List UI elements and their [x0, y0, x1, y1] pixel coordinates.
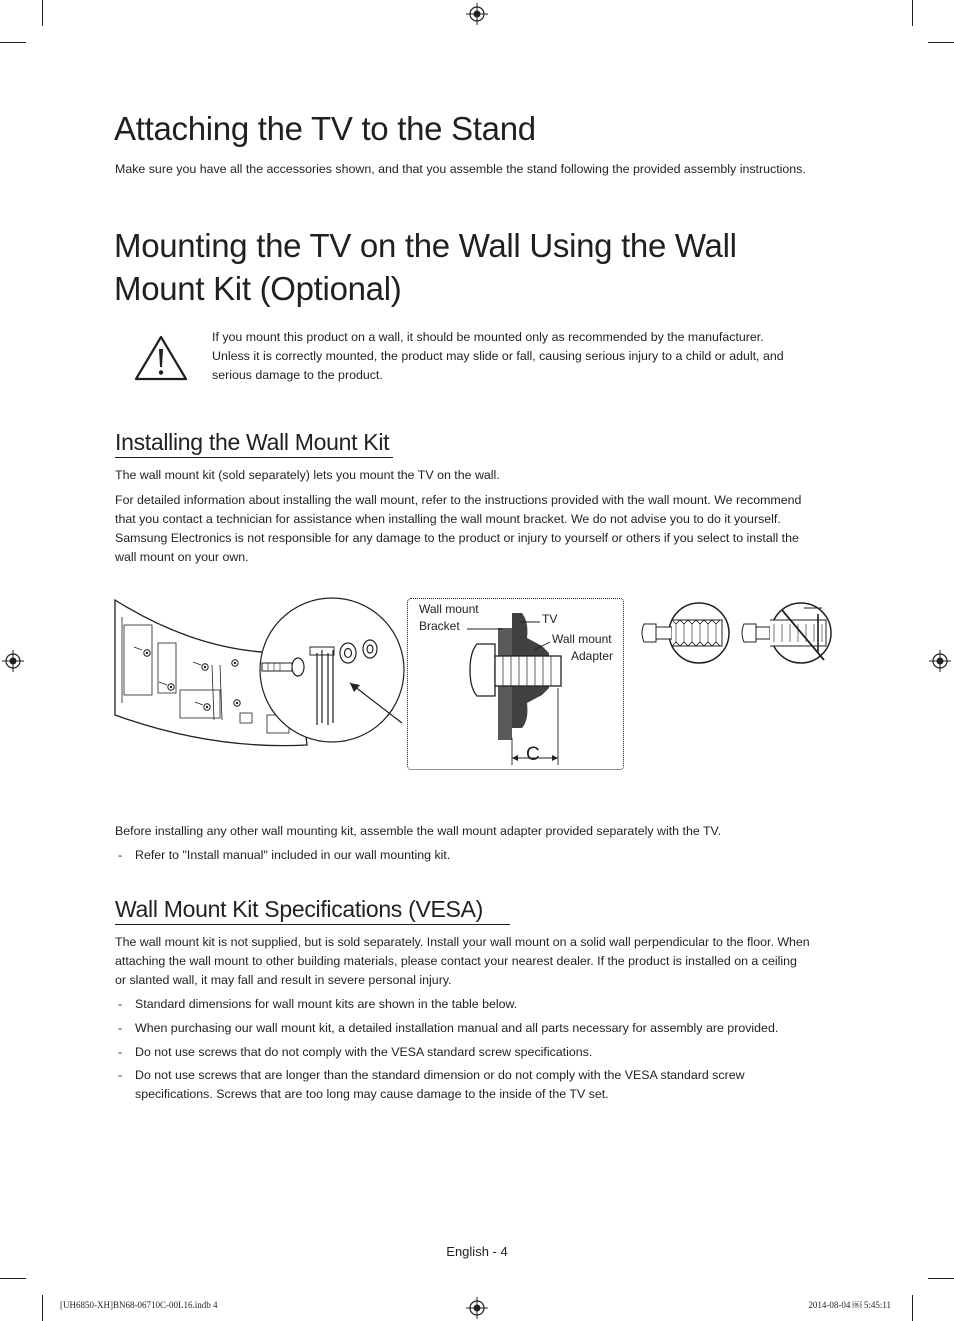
tv-back-diagram	[112, 595, 412, 775]
title-underline	[115, 457, 393, 458]
note-item	[115, 846, 845, 865]
warning-text	[212, 328, 832, 385]
list-item-text: Standard dimensions for wall mount kits are shown in the table below.	[135, 997, 518, 1011]
installing-intro: The wall mount kit (sold separately) lets you mount the TV on the wall.	[115, 468, 500, 482]
print-timestamp: 2014-08-04 ￼ 5:45:11	[808, 1300, 891, 1310]
installing-line: For detailed information about installing the wall mount, refer to the instructions provided with the wall mount. We recommend	[115, 493, 802, 507]
registration-mark-icon	[2, 650, 24, 672]
installing-line: Samsung Electronics is not responsible for any damage to the product or injury to yourself or others if you select to install the	[115, 531, 799, 545]
correct-screw-icon	[636, 600, 730, 666]
section-title-wall-mount-line1: Mounting the TV on the Wall Using the Wall	[114, 227, 737, 264]
print-file-name: [UH6850-XH]BN68-06710C-00L16.indb 4	[60, 1300, 218, 1310]
label-wall-mount-bracket-1: Wall mount	[419, 602, 479, 616]
warning-line: Unless it is correctly mounted, the product may slide or fall, causing serious injury to a child or adult, and	[212, 349, 784, 363]
label-wall-mount-bracket-2: Bracket	[419, 619, 460, 633]
installing-details	[115, 491, 850, 567]
list-item-line: specifications. Screws that are too long may cause damage to the inside of the TV set.	[135, 1087, 609, 1101]
installing-line: wall mount on your own.	[115, 550, 249, 564]
label-c-dimension: C	[526, 744, 540, 765]
title-underline	[115, 924, 510, 925]
crop-mark	[42, 0, 43, 26]
cross-section-diagram	[407, 598, 623, 770]
registration-mark-icon	[929, 650, 951, 672]
list-item	[115, 1043, 845, 1062]
installing-line: that you contact a technician for assistance when installing the wall mount bracket. We do not advise you to do it yourself.	[115, 512, 781, 526]
list-item	[115, 995, 845, 1014]
vesa-body	[115, 933, 855, 990]
bullet-dash: -	[118, 1068, 123, 1082]
list-item-text: Do not use screws that do not comply with the VESA standard screw specifications.	[135, 1045, 593, 1059]
bullet-dash: -	[118, 997, 123, 1011]
crop-mark	[912, 0, 913, 26]
list-item	[115, 1019, 845, 1038]
vesa-line: The wall mount kit is not supplied, but is sold separately. Install your wall mount on a solid wall perpendicular to the floor. When	[115, 935, 810, 949]
section-title-wall-mount-line2: Mount Kit (Optional)	[114, 270, 402, 307]
crop-mark	[42, 1295, 43, 1321]
registration-mark-icon	[466, 3, 488, 25]
list-item	[115, 1066, 845, 1104]
registration-mark-icon	[466, 1297, 488, 1319]
crop-mark	[0, 1278, 26, 1279]
warning-line: serious damage to the product.	[212, 368, 383, 382]
label-wall-mount-adapter-1: Wall mount	[552, 632, 612, 646]
crop-mark	[912, 1295, 913, 1321]
warning-line: If you mount this product on a wall, it should be mounted only as recommended by the manufacturer.	[212, 330, 764, 344]
label-wall-mount-adapter-2: Adapter	[571, 649, 614, 663]
crop-mark	[0, 42, 26, 43]
vesa-line: attaching the wall mount to other building materials, please contact your nearest dealer. If the product is installed on a ceiling	[115, 954, 797, 968]
section-title-stand: Attaching the TV to the Stand	[114, 110, 536, 147]
incorrect-screw-icon	[738, 600, 838, 666]
crop-mark	[928, 42, 954, 43]
before-installing-text: Before installing any other wall mounting kit, assemble the wall mount adapter provided separately with the TV.	[115, 824, 722, 838]
list-item-line: Do not use screws that are longer than the standard dimension or do not comply with the VESA standard screw	[135, 1068, 745, 1082]
note-text: Refer to "Install manual" included in our wall mounting kit.	[135, 848, 451, 862]
label-tv: TV	[542, 612, 558, 626]
section-title-installing: Installing the Wall Mount Kit	[115, 429, 390, 455]
vesa-line: or slanted wall, it may fall and result in severe personal injury.	[115, 973, 452, 987]
section-title-vesa: Wall Mount Kit Specifications (VESA)	[115, 896, 483, 922]
bullet-dash: -	[118, 1045, 123, 1059]
list-item-text: When purchasing our wall mount kit, a detailed installation manual and all parts necessary for assembly are provided.	[135, 1021, 779, 1035]
bullet-dash: -	[118, 848, 123, 862]
crop-mark	[928, 1278, 954, 1279]
bullet-dash: -	[118, 1021, 123, 1035]
warning-triangle-icon	[133, 334, 189, 382]
page-number: English - 4	[446, 1244, 508, 1259]
stand-instructions-text: Make sure you have all the accessories shown, and that you assemble the stand following the provided assembly instructions.	[115, 162, 806, 176]
